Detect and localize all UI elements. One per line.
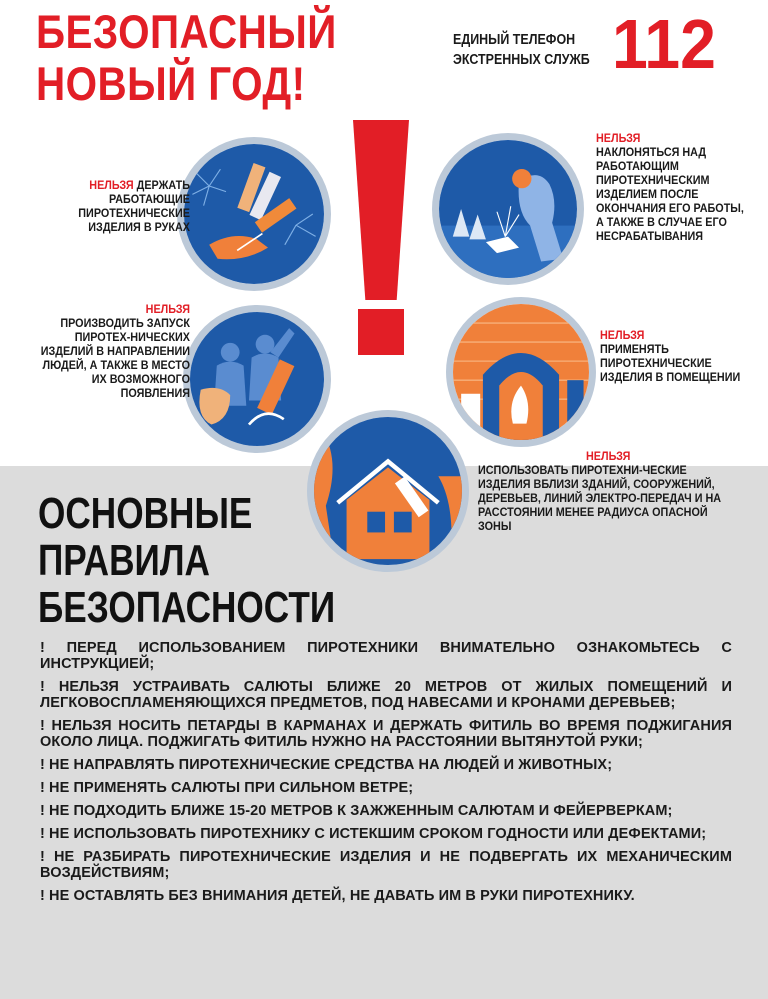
list-item: ! ПЕРЕД ИСПОЛЬЗОВАНИЕМ ПИРОТЕХНИКИ ВНИМАТЕЛЬНО ОЗНАКОМЬТЕСЬ С ИНСТРУКЦИЕЙ; bbox=[40, 640, 732, 672]
firework-aimed-at-crowd-icon bbox=[183, 305, 331, 453]
list-item: ! НЕ НАПРАВЛЯТЬ ПИРОТЕХНИЧЕСКИЕ СРЕДСТВА НА ЛЮДЕЙ И ЖИВОТНЫХ; bbox=[40, 757, 613, 773]
list-item: ! НЕ ОСТАВЛЯТЬ БЕЗ ВНИМАНИЯ ДЕТЕЙ, НЕ ДАВАТЬ ИМ В РУКИ ПИРОТЕХНИКУ. bbox=[40, 888, 635, 904]
prohibition-warning: НЕЛЬЗЯ bbox=[89, 178, 134, 192]
prohibition-text: ДЕРЖАТЬ РАБОТАЮЩИЕ ПИРОТЕХНИЧЕСКИЕ ИЗДЕЛИЯ В РУКАХ bbox=[78, 178, 190, 234]
list-item: ! НЕ РАЗБИРАТЬ ПИРОТЕХНИЧЕСКИЕ ИЗДЕЛИЯ И НЕ ПОДВЕРГАТЬ ИХ МЕХАНИЧЕСКИМ ВОЗДЕЙСТВИЯМ; bbox=[40, 849, 732, 881]
hotline-number: 112 bbox=[612, 5, 716, 83]
list-item: ! НЕЛЬЗЯ УСТРАИВАТЬ САЛЮТЫ БЛИЖЕ 20 МЕТРОВ ОТ ЖИЛЫХ ПОМЕЩЕНИЙ И ЛЕГКОВОСПЛАМЕНЯЮЩИХСЯ ПРЕДМЕТОВ, ПОД НАВЕСАМИ И КРОНАМИ ДЕРЕВЬЕВ; bbox=[40, 679, 732, 711]
safety-rules-list bbox=[40, 640, 732, 911]
hand-holding-rockets-icon bbox=[177, 137, 331, 291]
prohibition-caption bbox=[32, 178, 190, 234]
prohibition-caption bbox=[596, 131, 749, 243]
prohibition-text: ПРИМЕНЯТЬ ПИРОТЕХНИЧЕСКИЕ ИЗДЕЛИЯ В ПОМЕЩЕНИИ bbox=[600, 342, 741, 384]
prohibition-warning: НЕЛЬЗЯ bbox=[145, 302, 190, 316]
hotline-label: ЕДИНЫЙ ТЕЛЕФОН ЭКСТРЕННЫХ СЛУЖБ bbox=[453, 32, 590, 68]
prohibition-text: ПРОИЗВОДИТЬ ЗАПУСК ПИРОТЕХ-НИЧЕСКИХ ИЗДЕЛИЙ В НАПРАВЛЕНИИ ЛЮДЕЙ, А ТАКЖЕ В МЕСТО ИХ ВОЗМОЖНОГО ПОЯВЛЕНИЯ bbox=[40, 316, 191, 400]
prohibition-text: ИСПОЛЬЗОВАТЬ ПИРОТЕХНИ-ЧЕСКИЕ ИЗДЕЛИЯ ВБЛИЗИ ЗДАНИЙ, СООРУЖЕНИЙ, ДЕРЕВЬЕВ, ЛИНИЙ ЭЛЕКТРО-ПЕРЕДАЧ И НА РАССТОЯНИИ МЕНЕЕ РАДИУСА ОПАСНОЙ ЗОНЫ bbox=[478, 463, 722, 533]
prohibition-warning: НЕЛЬЗЯ bbox=[586, 449, 631, 463]
person-leaning-over-firework-icon bbox=[432, 133, 584, 285]
prohibition-warning: НЕЛЬЗЯ bbox=[600, 328, 645, 342]
section-title: ОСНОВНЫЕ ПРАВИЛА БЕЗОПАСНОСТИ bbox=[38, 489, 336, 632]
page-title: БЕЗОПАСНЫЙ НОВЫЙ ГОД! bbox=[36, 5, 337, 110]
fireplace-indoor-firework-icon bbox=[446, 297, 596, 447]
prohibition-caption bbox=[600, 328, 744, 384]
prohibition-warning: НЕЛЬЗЯ bbox=[596, 131, 641, 145]
list-item: ! НЕЛЬЗЯ НОСИТЬ ПЕТАРДЫ В КАРМАНАХ И ДЕРЖАТЬ ФИТИЛЬ ВО ВРЕМЯ ПОДЖИГАНИЯ ОКОЛО ЛИЦА. ПОДЖИГАТЬ ФИТИЛЬ НУЖНО НА РАССТОЯНИИ ВЫТЯНУТОЙ РУКИ; bbox=[40, 718, 732, 750]
prohibition-caption bbox=[478, 449, 735, 533]
list-item: ! НЕ ПРИМЕНЯТЬ САЛЮТЫ ПРИ СИЛЬНОМ ВЕТРЕ; bbox=[40, 780, 414, 796]
prohibition-text: НАКЛОНЯТЬСЯ НАД РАБОТАЮЩИМ ПИРОТЕХНИЧЕСКИМ ИЗДЕЛИЕМ ПОСЛЕ ОКОНЧАНИЯ ЕГО РАБОТЫ, А ТАКЖЕ В СЛУЧАЕ ЕГО НЕСРАБАТЫВАНИЯ bbox=[596, 145, 744, 243]
list-item: ! НЕ ИСПОЛЬЗОВАТЬ ПИРОТЕХНИКУ С ИСТЕКШИМ СРОКОМ ГОДНОСТИ ИЛИ ДЕФЕКТАМИ; bbox=[40, 826, 707, 842]
exclamation-bar bbox=[353, 120, 409, 300]
list-item: ! НЕ ПОДХОДИТЬ БЛИЖЕ 15-20 МЕТРОВ К ЗАЖЖЕННЫМ САЛЮТАМ И ФЕЙЕРВЕРКАМ; bbox=[40, 803, 673, 819]
exclamation-dot bbox=[358, 309, 404, 355]
prohibition-caption bbox=[32, 302, 190, 400]
